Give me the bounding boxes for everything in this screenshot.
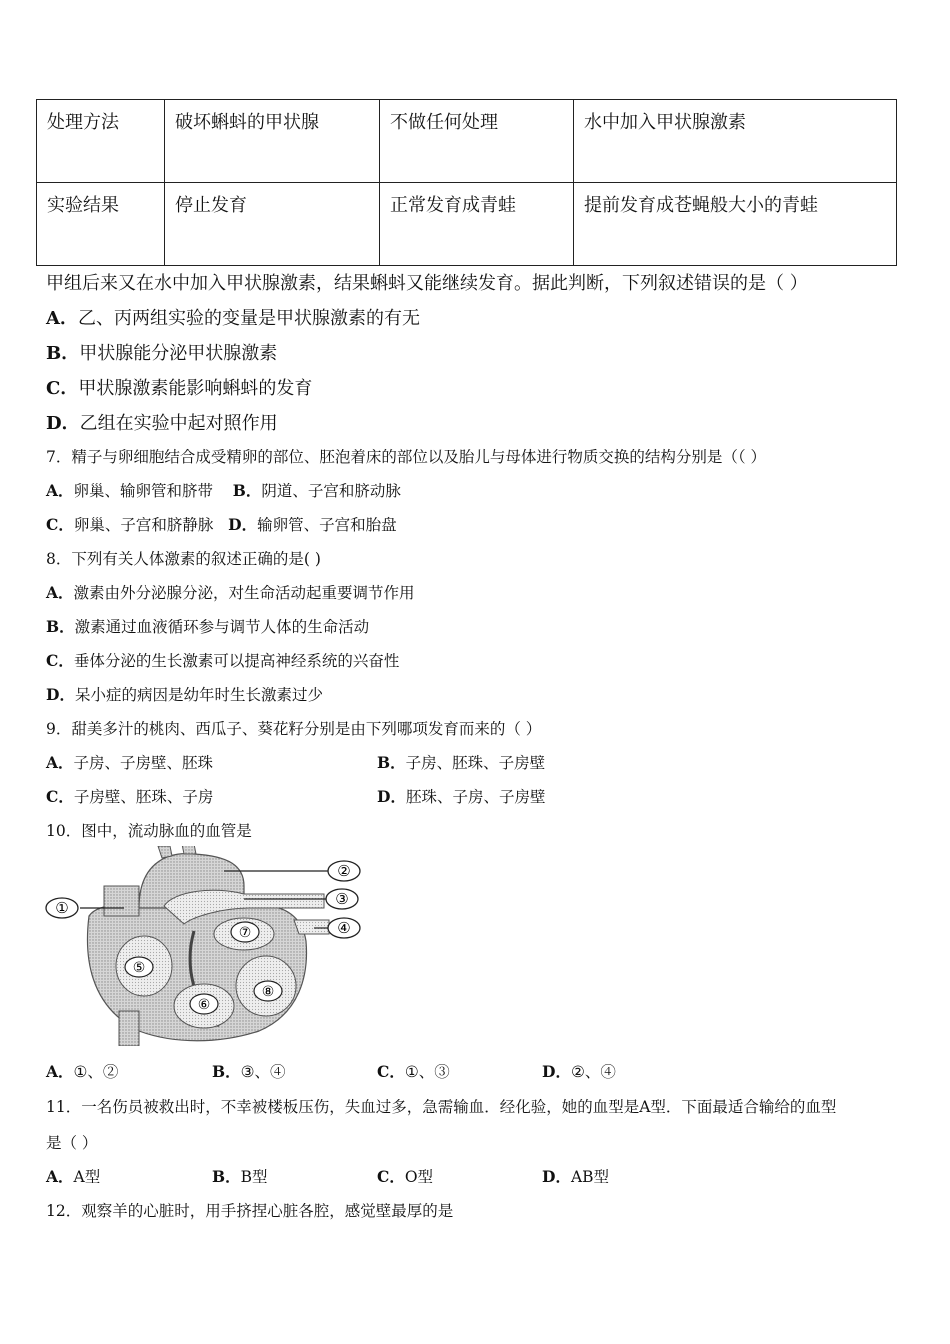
option-text: A型 xyxy=(73,1168,101,1186)
option-label: C． xyxy=(46,787,74,806)
option-label: A． xyxy=(46,1062,74,1081)
option-text: O型 xyxy=(404,1168,434,1186)
q11-option-a xyxy=(46,1165,100,1187)
option-label: D． xyxy=(46,685,75,704)
option-text: ①、③ xyxy=(404,1063,450,1081)
q11-stem-line1: 11．一名伤员被救出时，不幸被楼板压伤，失血过多，急需输血．经化验，她的血型是A型．下面最适合输给的血型 xyxy=(46,1098,837,1116)
option-text: 乙、丙两组实验的变量是甲状腺激素的有无 xyxy=(77,308,420,329)
q9-stem: 9．甜美多汁的桃肉、西瓜子、葵花籽分别是由下列哪项发育而来的（ ） xyxy=(46,720,542,738)
figure-label-8: ⑧ xyxy=(261,984,275,1000)
option-label: D． xyxy=(542,1062,571,1081)
q6-option-c xyxy=(46,374,312,400)
option-text: 甲状腺激素能影响蝌蚪的发育 xyxy=(78,378,313,399)
q9-option-a xyxy=(46,751,213,773)
table-cell: 停止发育 xyxy=(165,183,380,266)
option-label: B． xyxy=(212,1062,241,1081)
option-label: A． xyxy=(46,1167,74,1186)
option-label: B． xyxy=(232,481,262,500)
option-text: 胚珠、子房、子房壁 xyxy=(405,788,546,806)
option-text: 卵巢、输卵管和脐带 xyxy=(73,482,214,500)
q6-option-d xyxy=(46,409,278,435)
q9-option-d xyxy=(377,785,545,807)
figure-label-5: ⑤ xyxy=(132,960,146,976)
option-label: C． xyxy=(46,515,74,534)
vena-cava-lower xyxy=(119,1011,139,1046)
option-text: 呆小症的病因是幼年时生长激素过少 xyxy=(74,686,323,704)
option-label: B． xyxy=(377,753,406,772)
option-label: D． xyxy=(377,787,406,806)
q10-option-a xyxy=(46,1060,118,1082)
q10-option-b xyxy=(212,1060,286,1082)
option-label: B． xyxy=(46,617,75,636)
option-text: 激素由外分泌腺分泌，对生命活动起重要调节作用 xyxy=(73,584,415,602)
figure-label-3: ③ xyxy=(335,890,349,908)
option-text: B型 xyxy=(240,1168,268,1186)
option-text: 输卵管、子宫和胎盘 xyxy=(257,516,397,534)
table-cell: 提前发育成苍蝇般大小的青蛙 xyxy=(574,183,897,266)
q12-stem: 12．观察羊的心脏时，用手挤捏心脏各腔，感觉壁最厚的是 xyxy=(46,1202,454,1220)
option-label: A． xyxy=(46,308,78,329)
aorta-branch xyxy=(182,846,196,854)
option-label: C． xyxy=(377,1167,405,1186)
table-cell: 处理方法 xyxy=(37,100,165,183)
q8-option-c xyxy=(46,649,399,671)
q10-stem: 10．图中，流动脉血的血管是 xyxy=(46,822,252,840)
q11-option-c xyxy=(377,1165,433,1187)
option-text: 子房、胚珠、子房壁 xyxy=(405,754,546,772)
q7-stem: 7．精子与卵细胞结合成受精卵的部位、胚泡着床的部位以及胎儿与母体进行物质交换的结构分别是（（ ） xyxy=(46,448,767,466)
option-text: 阴道、子宫和脐动脉 xyxy=(261,482,401,500)
q11-option-b xyxy=(212,1165,268,1187)
option-text: 垂体分泌的生长激素可以提高神经系统的兴奋性 xyxy=(73,652,400,670)
option-text: 激素通过血液循环参与调节人体的生命活动 xyxy=(74,618,370,636)
option-text: ①、② xyxy=(73,1063,119,1081)
option-label: B． xyxy=(212,1167,241,1186)
option-label: D． xyxy=(542,1167,571,1186)
q8-stem: 8．下列有关人体激素的叙述正确的是( ) xyxy=(46,550,321,568)
option-text: ③、④ xyxy=(240,1063,286,1081)
option-text: 甲状腺能分泌甲状腺激素 xyxy=(79,343,278,364)
q11-stem-line2: 是（ ） xyxy=(46,1134,98,1152)
option-text: 卵巢、子宫和脐静脉 xyxy=(73,516,214,534)
q8-option-d xyxy=(46,683,323,705)
option-label: C． xyxy=(46,378,79,399)
table-cell: 实验结果 xyxy=(37,183,165,266)
q8-option-b xyxy=(46,615,369,637)
figure-label-2: ② xyxy=(337,862,351,880)
q9-option-c xyxy=(46,785,213,807)
q6-stem: 甲组后来又在水中加入甲状腺激素，结果蝌蚪又能继续发育。据此判断，下列叙述错误的是（ ） xyxy=(46,273,808,294)
table-cell: 水中加入甲状腺激素 xyxy=(574,100,897,183)
table-cell: 破坏蝌蚪的甲状腺 xyxy=(165,100,380,183)
vena-cava xyxy=(104,886,139,916)
option-label: C． xyxy=(377,1062,405,1081)
q8-option-a xyxy=(46,581,415,603)
option-label: A． xyxy=(46,481,74,500)
q6-option-b xyxy=(46,339,277,365)
option-label: D． xyxy=(228,515,258,534)
option-label: D． xyxy=(46,413,80,434)
figure-label-1: ① xyxy=(55,899,69,917)
q11-option-d xyxy=(542,1165,609,1187)
q7-options-row1 xyxy=(46,479,401,501)
option-label: A． xyxy=(46,753,74,772)
table-cell: 不做任何处理 xyxy=(380,100,574,183)
table-row xyxy=(37,183,897,266)
option-text: 子房、子房壁、胚珠 xyxy=(73,754,214,772)
table-row xyxy=(37,100,897,183)
figure-label-4: ④ xyxy=(337,919,351,937)
q6-option-a xyxy=(46,304,420,330)
option-text: 乙组在实验中起对照作用 xyxy=(79,413,278,434)
option-text: ②、④ xyxy=(570,1063,616,1081)
aorta-branch xyxy=(158,846,172,858)
heart-diagram xyxy=(44,846,364,1046)
experiment-table xyxy=(36,99,897,266)
option-text: AB型 xyxy=(570,1168,610,1186)
q7-options-row2 xyxy=(46,513,397,535)
q10-option-d xyxy=(542,1060,616,1082)
q10-option-c xyxy=(377,1060,450,1082)
figure-label-6: ⑥ xyxy=(197,997,211,1013)
table-cell: 正常发育成青蛙 xyxy=(380,183,574,266)
pulmonary-vein xyxy=(294,920,329,934)
option-label: B． xyxy=(46,343,80,364)
option-label: A． xyxy=(46,583,74,602)
option-label: C． xyxy=(46,651,74,670)
figure-label-7: ⑦ xyxy=(238,925,252,941)
option-text: 子房壁、胚珠、子房 xyxy=(73,788,214,806)
q9-option-b xyxy=(377,751,545,773)
